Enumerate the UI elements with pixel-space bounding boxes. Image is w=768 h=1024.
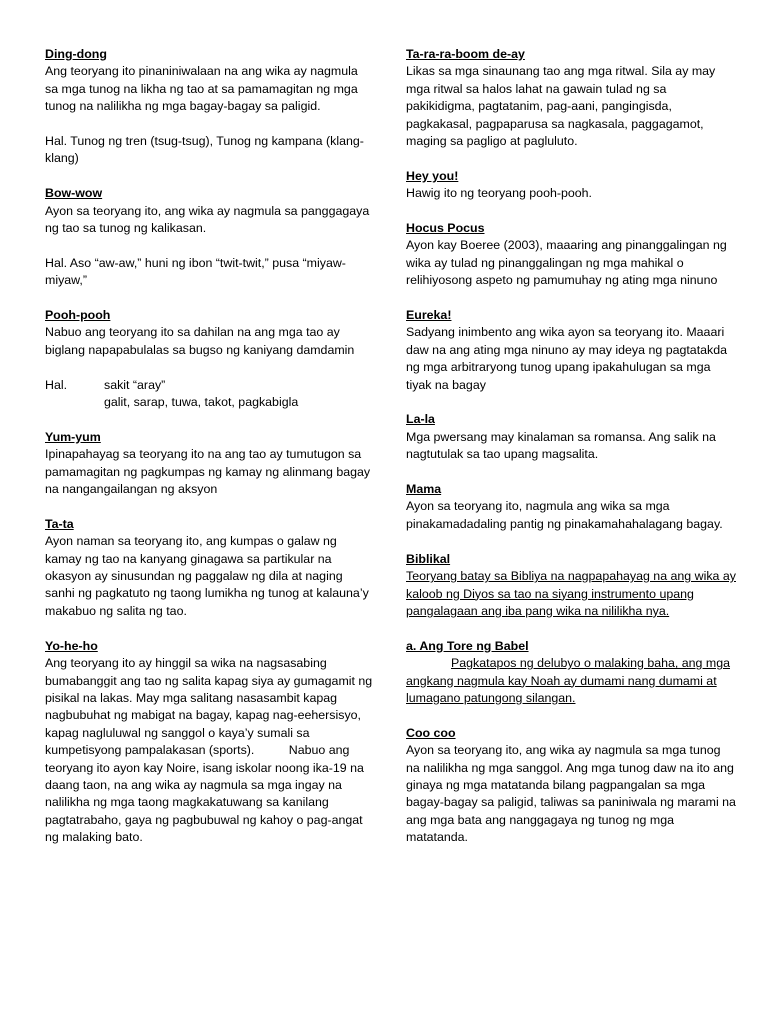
section-title: La-la xyxy=(406,412,435,427)
section-bow-wow xyxy=(45,185,373,289)
section-title: Biblikal xyxy=(406,551,451,566)
section-body: Likas sa mga sinaunang tao ang mga ritwal. Sila ay may mga ritwal sa halos lahat na gawain tulad ng sa pakikidigma, pagtatanim, pag-aani, pangingisda, pagkakasal, pagpaparusa sa nagkasala, paggagamot, maging sa pagligo at pagluluto. xyxy=(406,64,716,149)
section-title: Yum-yum xyxy=(45,429,101,444)
section-body: Teoryang batay sa Bibliya na nagpapahayag na ang wika ay kaloob ng Diyos sa tao na siyang instrumento upang pangalagaan ang iba pang wika na nililikha nya. xyxy=(406,569,736,618)
section-ta-ta xyxy=(45,516,373,620)
section-body: Ayon kay Boeree (2003), maaaring ang pinanggalingan ng wika ay tulad ng pinanggalingan ng mga mahikal o relihiyosong aspeto ng pamumuhay ng ating mga ninuno xyxy=(406,238,727,288)
section-body: Ang teoryang ito ay hinggil sa wika na nagsasabing bumabanggit ang tao ng salita kapag siya ay gumagamit ng pisikal na lakas. May mga salitang nasasambit kapag nagbubuhat ng mabigat na bagay, kapag nag-eehersisyo, kapag nagluluwal ng sanggol o kaya’y sumali sa kumpetisyong pampalakasan (sports). Nabuo ang teoryang ito ayon kay Noire, isang iskolar noong ika-19 na daang taon, na ang wika ay nagmula sa mga ingay na nalilikha ng mga taong magkakatuwang sa kanilang pagtatrabaho, gaya ng pagbubuwal ng kahoy o pag-angat ng malaking bato. xyxy=(45,656,376,845)
section-title: Hey you! xyxy=(406,168,459,183)
example-row xyxy=(45,377,373,394)
section-hey-you xyxy=(406,168,736,203)
section-example: Hal. Aso “aw-aw,” huni ng ibon “twit-twit,” pusa “miyaw-miyaw,” xyxy=(45,255,346,288)
section-example: Hal. Tunog ng tren (tsug-tsug), Tunog ng kampana (klang-klang) xyxy=(45,134,364,166)
section-ta-ra-ra-boom xyxy=(406,46,736,150)
section-mama xyxy=(406,481,736,533)
section-ding-dong xyxy=(45,46,373,168)
section-yum-yum xyxy=(45,429,373,499)
section-title: Mama xyxy=(406,482,442,497)
section-body: Ayon sa teoryang ito, ang wika ay nagmula sa panggagaya ng tao sa tunog ng kalikasan. xyxy=(45,203,370,236)
section-title: Ding-dong xyxy=(45,47,107,61)
section-title: Yo-he-ho xyxy=(45,638,98,653)
example-line: galit, sarap, tuwa, takot, pagkabigla xyxy=(104,395,299,410)
section-title: Coo coo xyxy=(406,725,456,740)
example-line: sakit “aray” xyxy=(104,377,166,392)
section-title: Ta-ra-ra-boom de-ay xyxy=(406,47,525,61)
section-title: a. Ang Tore ng Babel xyxy=(406,638,529,653)
section-body: Ayon naman sa teoryang ito, ang kumpas o galaw ng kamay ng tao na kanyang ginagawa sa partikular na okasyon ay sinusundan ng paggalaw ng dila at naging sanhi ng pagkatuto ng taong lumikha ng tunog at kalauna’y makabuo ng salita ng tao. xyxy=(45,534,369,618)
section-body: Hawig ito ng teoryang pooh-pooh. xyxy=(406,186,592,201)
example-label: Hal. xyxy=(45,377,68,392)
left-column xyxy=(45,46,376,864)
section-body: Pagkatapos ng delubyo o malaking baha, ang mga angkang nagmula kay Noah ay dumami nang dumami at lumagano patungong silangan. xyxy=(406,656,730,705)
section-coo-coo xyxy=(406,725,736,847)
section-yo-he-ho xyxy=(45,638,376,847)
section-eureka xyxy=(406,307,736,394)
section-hocus-pocus xyxy=(406,220,736,290)
section-title: Ta-ta xyxy=(45,516,74,531)
section-body: Nabuo ang teoryang ito sa dahilan na ang mga tao ay biglang napapabulalas sa bugso ng kaniyang damdamin xyxy=(45,325,355,357)
section-body: Ayon sa teoryang ito, nagmula ang wika sa mga pinakamadadaling pantig ng pinakamahahalagang bagay. xyxy=(406,499,723,531)
section-body: Ipinapahayag sa teoryang ito na ang tao ay tumutugon sa pamamagitan ng pagkumpas ng kamay ng alinmang bagay na nangangailangan ng aksyon xyxy=(45,447,371,497)
section-title: Pooh-pooh xyxy=(45,308,111,323)
section-la-la xyxy=(406,411,736,463)
section-title: Bow-wow xyxy=(45,186,103,201)
example-block xyxy=(45,377,373,412)
section-pooh-pooh xyxy=(45,307,373,411)
section-body: Mga pwersang may kinalaman sa romansa. Ang salik na nagtutulak sa tao upang magsalita. xyxy=(406,429,716,462)
section-biblikal xyxy=(406,551,736,621)
section-body: Sadyang inimbento ang wika ayon sa teoryang ito. Maaari daw na ang ating mga ninuno ay may ideya ng pagtatakda ng mga arbitraryong tunog upang ipakahulugan sa mga tiyak na bagay xyxy=(406,325,728,392)
section-body: Ang teoryang ito pinaniniwalaan na ang wika ay nagmula sa mga tunog na likha ng tao at sa pamamagitan ng mga tunog na nalilikha ng mga bagay-bagay sa paligid. xyxy=(45,64,358,114)
section-body: Ayon sa teoryang ito, ang wika ay nagmula sa mga tunog na nalilikha ng mga sanggol. Ang mga tunog daw na ito ang ginaya ng mga matatanda bilang pagpangalan sa mga bagay-bagay sa paligid, taliwas sa paniniwala ng marami na ang mga bata ang nanggagaya ng tunog ng mga matatanda. xyxy=(406,743,736,845)
right-column xyxy=(406,46,736,864)
section-tore-ng-babel xyxy=(406,638,736,708)
section-title: Eureka! xyxy=(406,308,452,323)
section-title: Hocus Pocus xyxy=(406,221,485,236)
